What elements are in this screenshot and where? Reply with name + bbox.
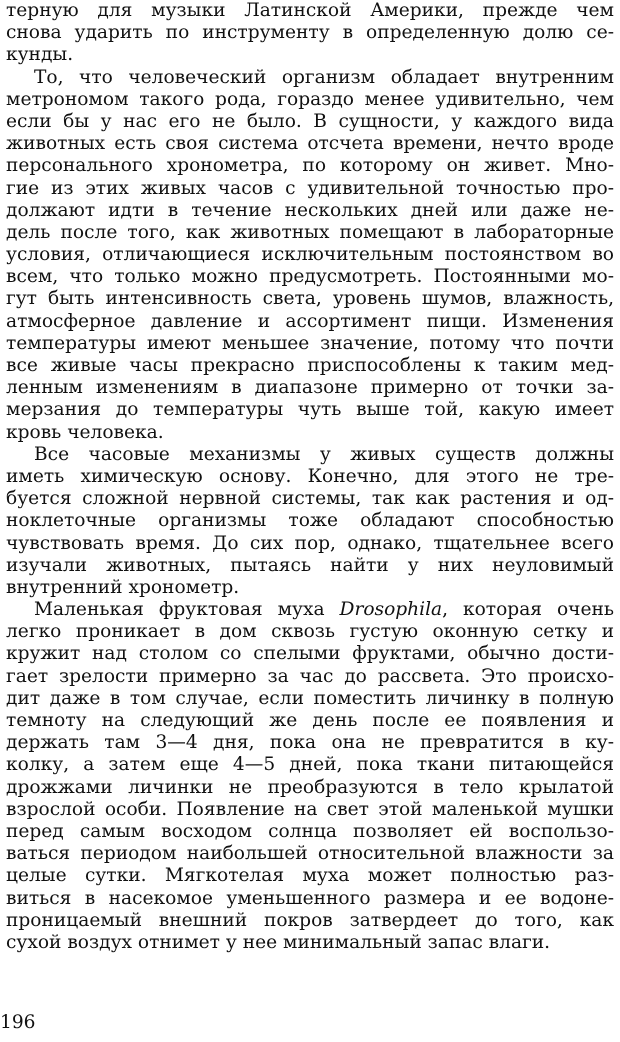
paragraph	[6, 67, 614, 444]
text-line: проницаемый внешний покров затвердеет до того, как	[6, 909, 614, 931]
text-line: взрослой особи. Появление на свет этой маленькой мушки	[6, 798, 614, 820]
text-line: снова ударить по инструменту в определенную долю се-	[6, 22, 614, 44]
text-line: температуры имеют меньшее значение, потому что почти	[6, 332, 614, 354]
text-line: перед самым восходом солнца позволяет ей воспользо-	[6, 820, 614, 842]
text-line: гие из этих живых часов с удивительной точностью про-	[6, 177, 614, 199]
text-line: кунды.	[6, 44, 74, 66]
text-line: все живые часы прекрасно приспособлены к таким мед-	[6, 355, 614, 376]
text-line: колку, а затем еще 4—5 дней, пока ткани питающейся	[6, 754, 614, 776]
text-line: всем, что только можно предусмотреть. Постоянными мо-	[6, 266, 614, 288]
text-line: легко проникает в дом сквозь густую оконную сетку и	[6, 621, 614, 643]
body-text	[6, 0, 614, 954]
text-line: ленным изменениям в диапазоне примерно от точки за-	[6, 377, 614, 399]
text-line: условия, отличающиеся исключительным постоянством во	[6, 244, 614, 266]
text-line: внутренний хронометр.	[6, 576, 240, 598]
text-line: ноклеточные организмы тоже обладают способностью	[6, 510, 614, 532]
paragraph	[6, 599, 614, 954]
text-line: виться в насекомое уменьшенного размера и ее водоне-	[6, 887, 614, 909]
text-line: гает зрелости примерно за час до рассвета. Это происхо-	[6, 665, 614, 687]
text-line: ваться периодом наибольшей относительной влажности за	[6, 843, 614, 865]
text-line: сухой воздух отнимет у нее минимальный запас влаги.	[6, 931, 551, 953]
text-line: персонального хронометра, по которому он живет. Мно-	[6, 155, 614, 177]
paragraph	[6, 444, 614, 599]
page-number: 196	[0, 1012, 36, 1033]
text-line: чувствовать время. До сих пор, однако, тщательнее всего	[6, 532, 614, 554]
text-line: дит даже в том случае, если поместить личинку в полную	[6, 687, 614, 709]
text-line: животных есть своя система отсчета времени, нечто вроде	[6, 133, 614, 155]
text-line: метрономом такого рода, гораздо менее удивительно, чем	[6, 88, 614, 110]
text-line: Все часовые механизмы у живых существ должны	[34, 443, 614, 465]
text-line: терную для музыки Латинской Америки, прежде чем	[6, 0, 614, 21]
text-line: кровь человека.	[6, 421, 164, 443]
text-line: То, что человеческий организм обладает внутренним	[34, 66, 614, 88]
text-line: Маленькая фруктовая муха Drosophila, которая очень	[34, 599, 614, 621]
text-line: буется сложной нервной системы, так как растения и од-	[6, 488, 614, 510]
text-line: должают идти в течение нескольких дней или даже не-	[6, 199, 614, 221]
paragraph	[6, 0, 614, 67]
species-name: Drosophila	[339, 599, 443, 621]
text-line: дрожжами личинки не преобразуются в тело крылатой	[6, 776, 614, 798]
text-line: иметь химическую основу. Конечно, для этого не тре-	[6, 465, 614, 487]
text-line: держать там 3—4 дня, пока она не превратится в ку-	[6, 732, 614, 754]
text-line: гут быть интенсивность света, уровень шумов, влажность,	[6, 288, 614, 310]
text-line: кружит над столом со спелыми фруктами, обычно дости-	[6, 643, 614, 665]
text-line: темноту на следующий же день после ее появления и	[6, 710, 614, 731]
text-line: дель после того, как животных помещают в лабораторные	[6, 221, 614, 243]
text-line: мерзания до температуры чуть выше той, какую имеет	[6, 399, 614, 421]
text-line: если бы у нас его не было. В сущности, у каждого вида	[6, 110, 614, 132]
text-line: целые сутки. Мягкотелая муха может полностью раз-	[6, 865, 614, 887]
text-line: изучали животных, пытаясь найти у них неуловимый	[6, 554, 614, 576]
text-line: атмосферное давление и ассортимент пищи. Изменения	[6, 310, 614, 332]
